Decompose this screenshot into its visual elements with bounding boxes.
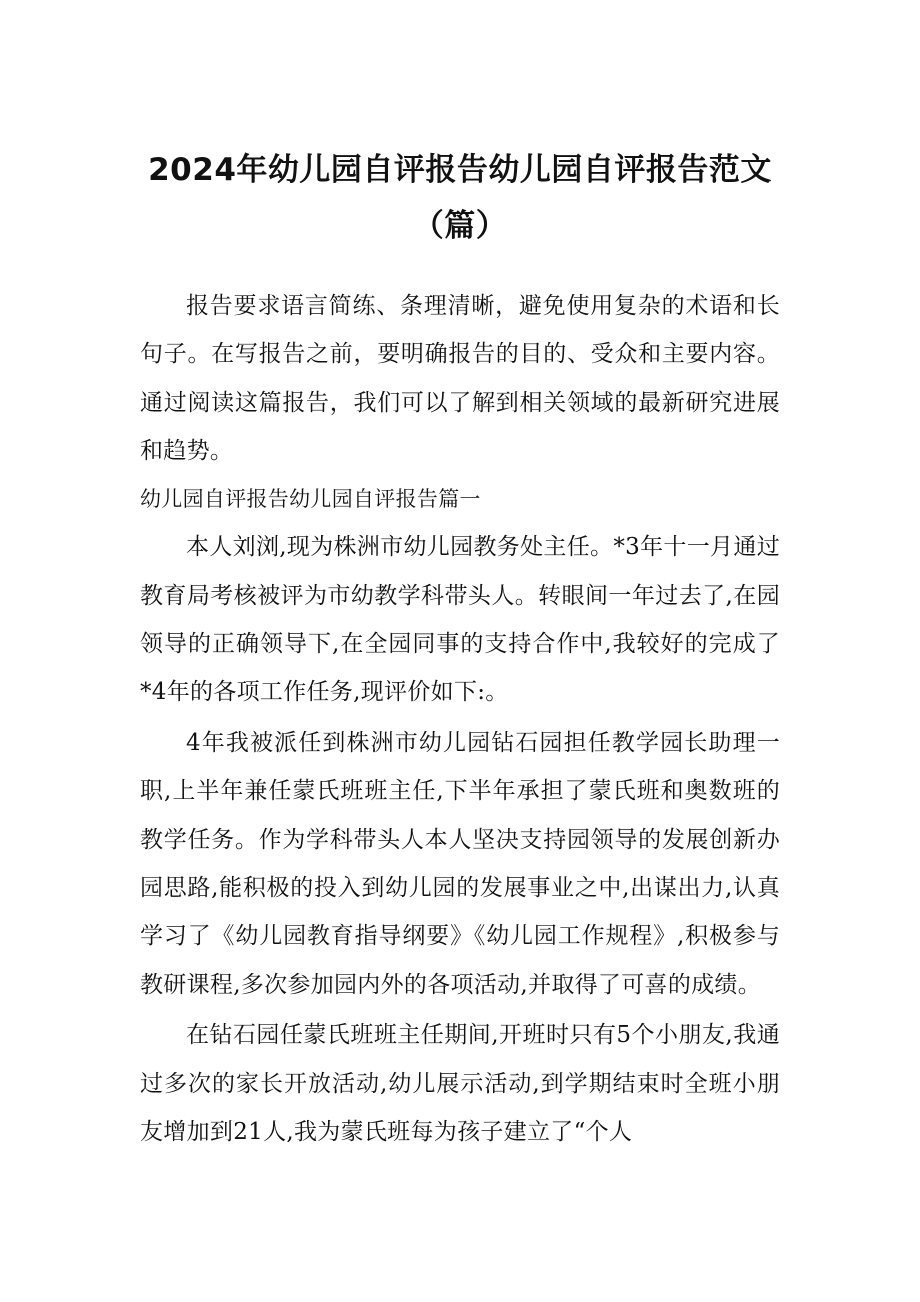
document-title: 2024年幼儿园自评报告幼儿园自评报告范文（篇） (148, 152, 772, 244)
section-heading: 幼儿园自评报告幼儿园自评报告篇一 (140, 487, 481, 512)
body-paragraph-2: 4年我被派任到株洲市幼儿园钻石园担任教学园长助理一职,上半年兼任蒙氏班班主任,下半年承担了蒙氏班和奥数班的教学任务。作为学科带头人本人坚决支持园领导的发展创新办园思路,能积极的投入到幼儿园的发展事业之中,出谋出力,认真学习了《幼儿园教育指导纲要》《幼儿园工作规程》,积极参与教研课程,多次参加园内外的各项活动,并取得了可喜的成绩。 (140, 730, 780, 998)
body-paragraph-1: 本人刘浏,现为株洲市幼儿园教务处主任。*3年十一月通过教育局考核被评为市幼教学科带头人。转眼间一年过去了,在园领导的正确领导下,在全园同事的支持合作中,我较好的完成了*4年的各项工作任务,现评价如下:。 (140, 534, 780, 706)
body-paragraph-3: 在钻石园任蒙氏班班主任期间,开班时只有5个小朋友,我通过多次的家长开放活动,幼儿展示活动,到学期结束时全班小朋友增加到21人,我为蒙氏班每为孩子建立了“个人 (140, 1022, 780, 1146)
intro-paragraph: 报告要求语言简练、条理清晰，避免使用复杂的术语和长句子。在写报告之前，要明确报告的目的、受众和主要内容。通过阅读这篇报告，我们可以了解到相关领域的最新研究进展和趋势。 (140, 293, 780, 464)
document-body (140, 282, 780, 1156)
document-page (140, 0, 780, 1302)
